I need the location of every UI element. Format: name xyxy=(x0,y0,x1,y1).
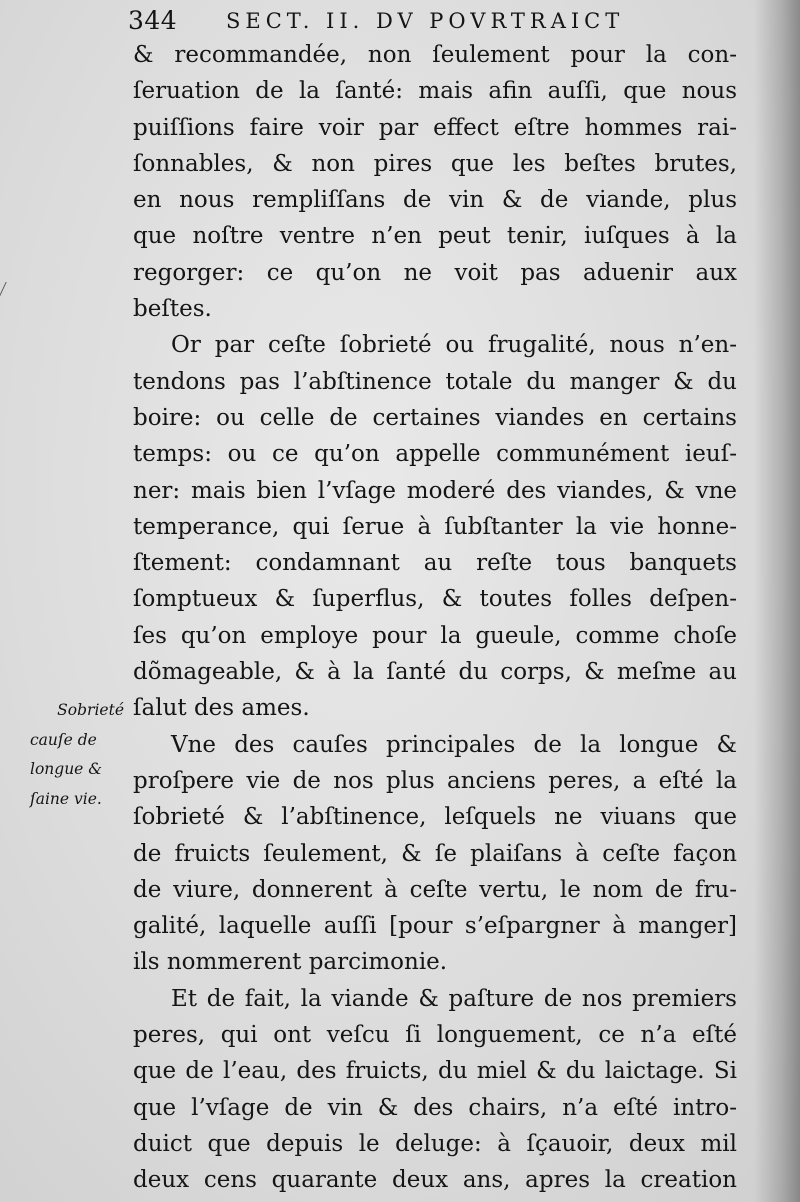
running-head xyxy=(128,6,728,38)
margin-note-line: longue & xyxy=(30,760,103,778)
text-line: temps: ou ce qu’on appelle communément ieuſ- xyxy=(133,441,737,468)
text-line: ſes qu’on employe pour la gueule, comme choſe xyxy=(133,622,737,649)
text-line: beſtes. xyxy=(133,296,212,323)
text-line: regorger: ce qu’on ne voit pas aduenir aux xyxy=(133,259,737,286)
text-line: boire: ou celle de certaines viandes en certains xyxy=(133,404,737,431)
text-line: ner: mais bien l’vſage moderé des viandes, & vne xyxy=(133,477,737,504)
text-line: ils nommerent parcimonie. xyxy=(133,949,448,976)
gutter-shadow xyxy=(754,0,800,1202)
stray-ink-mark xyxy=(0,282,17,298)
text-line: ſalut des ames. xyxy=(133,695,310,722)
text-line: peres, qui ont veſcu ſi longuement, ce n’a eſté xyxy=(133,1022,737,1049)
body-text xyxy=(133,37,737,1199)
text-line: & recommandée, non ſeulement pour la con- xyxy=(133,42,737,68)
text-line: proſpere vie de nos plus anciens peres, a eſté la xyxy=(133,767,737,794)
text-line: que l’vſage de vin & des chairs, n’a eſté intro- xyxy=(133,1094,737,1121)
margin-note-line: cauſe de xyxy=(30,730,97,749)
text-line: que noſtre ventre n’en peut tenir, iuſques à la xyxy=(133,223,737,250)
text-line: puiſſions faire voir par effect eſtre hommes rai- xyxy=(133,114,737,141)
text-line: de fruicts ſeulement, & ſe plaiſans à ceſte façon xyxy=(133,840,737,867)
text-line: de viure, donnerent à ceſte vertu, le nom de fru- xyxy=(133,876,737,903)
text-line: dõmageable, & à la ſanté du corps, & meſme au xyxy=(133,659,737,686)
text-line: que de l’eau, des fruicts, du miel & du laictage. Si xyxy=(133,1058,737,1085)
text-line: duict que depuis le deluge: à ſçauoir, deux mil xyxy=(133,1130,737,1157)
text-line: ſobrieté & l’abſtinence, leſquels ne viuans que xyxy=(133,804,737,831)
margin-note-line: ſaine vie. xyxy=(30,789,102,808)
text-line: galité, laquelle auſſi [pour s’eſpargner à manger] xyxy=(133,913,737,940)
text-line: deux cens quarante deux ans, apres la creation xyxy=(133,1167,737,1194)
text-line: ſtement: condamnant au reſte tous banquets xyxy=(133,550,737,577)
text-line: Vne des cauſes principales de la longue & xyxy=(171,731,737,758)
text-line: ſonnables, & non pires que les beſtes brutes, xyxy=(133,150,737,177)
text-line: en nous rempliſſans de vin & de viande, plus xyxy=(133,187,737,214)
margin-note-line: Sobrieté xyxy=(57,701,124,719)
text-line: ſeruation de la ſanté: mais afin auſſi, que nous xyxy=(133,78,737,105)
text-line: Et de fait, la viande & paſture de nos premiers xyxy=(171,985,737,1012)
text-line: tendons pas l’abſtinence totale du manger & du xyxy=(133,368,737,395)
running-head-title: SECT. II. DV POVRTRAICT xyxy=(226,9,625,33)
text-line: ſomptueux & ſuperflus, & toutes folles deſpen- xyxy=(133,586,737,613)
text-line: Or par ceſte ſobrieté ou frugalité, nous n’en- xyxy=(171,332,737,359)
text-line: temperance, qui ſerue à ſubſtanter la vie honne- xyxy=(133,513,737,540)
margin-note xyxy=(30,696,130,814)
page-number: 344 xyxy=(128,6,178,35)
